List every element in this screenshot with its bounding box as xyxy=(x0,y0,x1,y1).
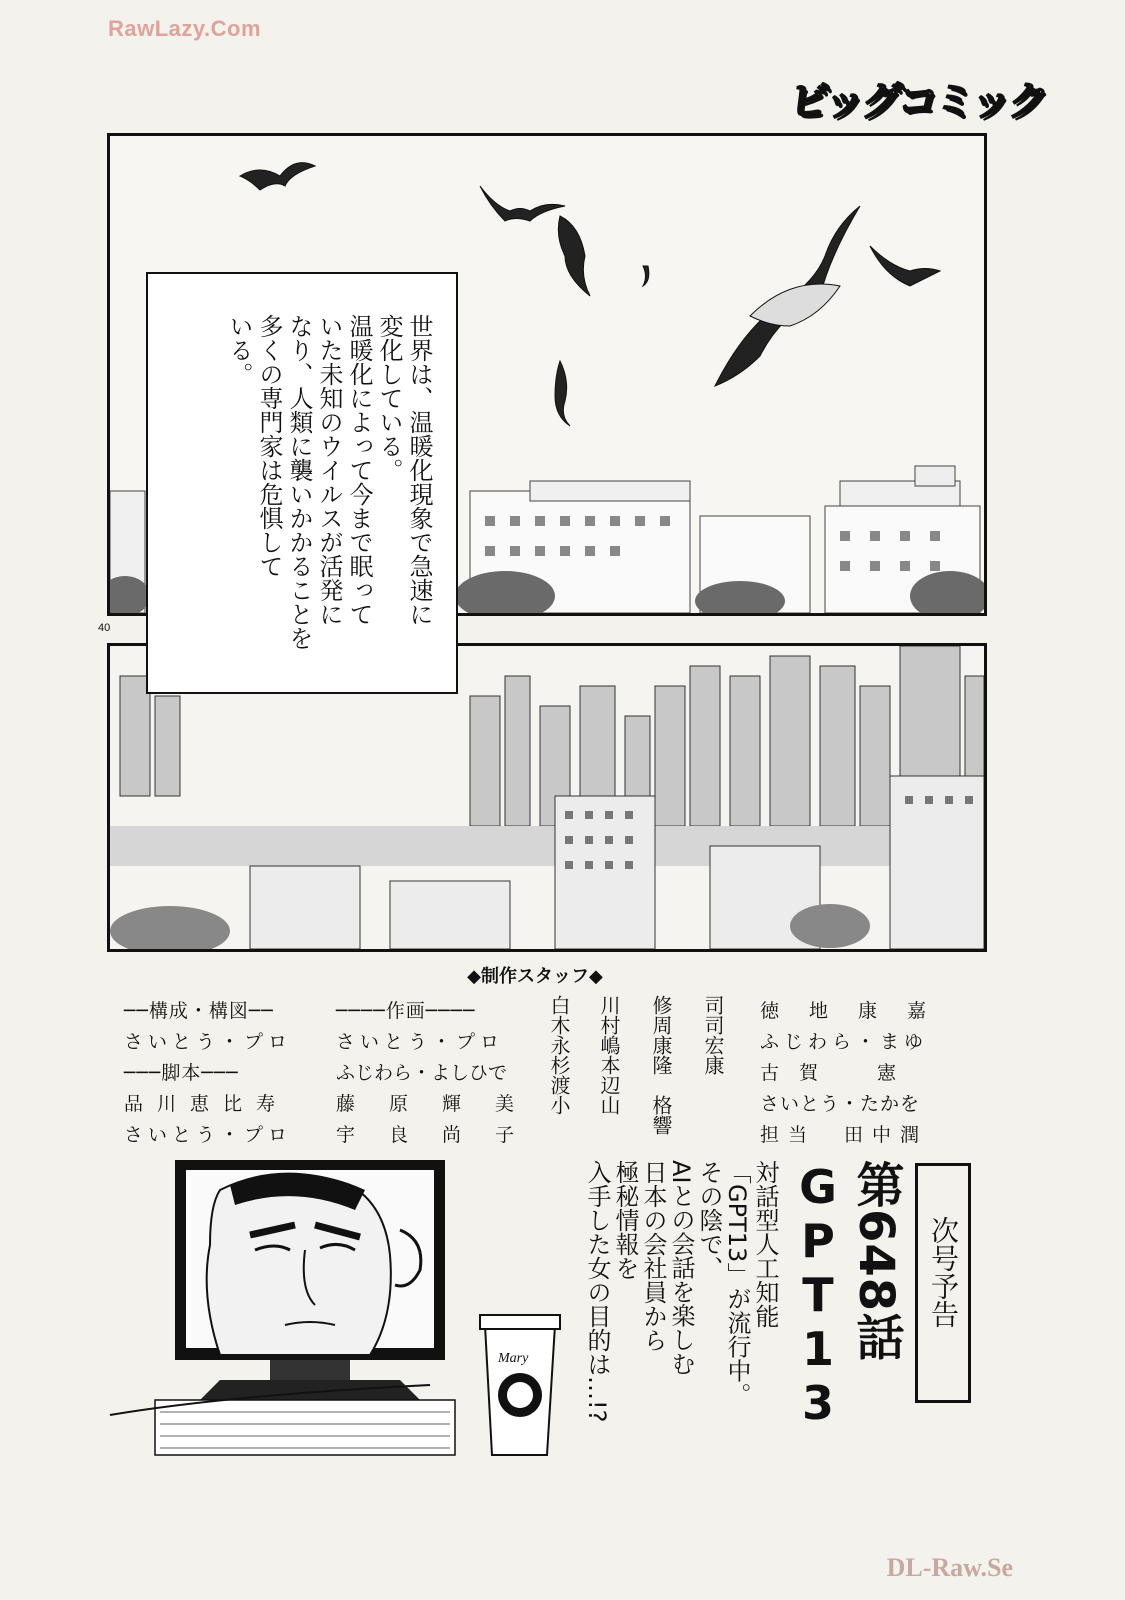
staff-title: ◆制作スタッフ◆ xyxy=(467,966,603,987)
teaser-line: 対話型人工知能 xyxy=(751,1160,779,1328)
credit-heading-script: ───脚本─── xyxy=(124,1062,239,1084)
magazine-logo: ビッグコミック xyxy=(787,79,1048,125)
teaser-line: 「GPT13」が流行中。 xyxy=(723,1160,751,1407)
watermark-top: RawLazy.Com xyxy=(108,16,262,41)
credit-name: ふじわら・よしひで xyxy=(336,1062,508,1084)
teaser-line: AIとの会話を楽しむ xyxy=(667,1160,695,1376)
credit-name: ふじわら・まゆ xyxy=(760,1031,929,1053)
cup-label: Mary xyxy=(498,1351,529,1366)
episode-number: 第648話 xyxy=(848,1160,904,1362)
credit-name: 古賀 憲 xyxy=(760,1062,917,1084)
credit-name: さいとう・プロ xyxy=(124,1031,293,1053)
narration-text: 世界は、温暖化現象で急速に 変化している。 温暖化によって今まで眠って いた未知のウイルスが活発に なり、人類に襲いかかることを 多くの専門家は危惧して いる。 xyxy=(225,314,433,650)
next-issue-box xyxy=(915,1163,971,1403)
teaser-line: 入手した女の目的は…!? xyxy=(583,1160,611,1423)
credit-name: さいとう・プロ xyxy=(336,1031,505,1053)
credit-heading-composition: ──構成・構図── xyxy=(124,1000,274,1022)
narration-box xyxy=(146,272,458,694)
credit-name: 担当 田中潤 xyxy=(760,1124,929,1146)
teaser-line: その陰で、 xyxy=(695,1160,723,1280)
credit-vertical-names: 司司宏康 xyxy=(701,995,725,1075)
credit-name: 宇良尚子 xyxy=(336,1124,549,1146)
watermark-bottom: DL-Raw.Se xyxy=(886,1553,1013,1582)
credit-heading-art: ────作画──── xyxy=(336,1000,476,1022)
monitor-illustration xyxy=(100,1150,660,1460)
credit-name: 品川恵比寿 xyxy=(124,1093,290,1115)
credit-vertical-names: 白木永杉渡小 xyxy=(547,995,571,1115)
episode-title: GPT13 xyxy=(791,1160,845,1430)
page-number: 40 xyxy=(98,622,111,634)
teaser-line: 日本の会社員から xyxy=(639,1160,667,1352)
credit-name: さいとう・たかを xyxy=(760,1093,921,1115)
credit-name: 藤原輝美 xyxy=(336,1093,549,1115)
teaser-line: 極秘情報を xyxy=(611,1160,639,1280)
credit-name: 徳地康嘉 xyxy=(760,1000,957,1022)
credit-vertical-names: 川村嶋本辺山 xyxy=(597,995,621,1115)
credit-vertical-names: 修周康隆 格響 xyxy=(649,995,673,1135)
next-issue-label: 次号予告 xyxy=(927,1216,960,1328)
credit-name: さいとう・プロ xyxy=(124,1124,293,1146)
